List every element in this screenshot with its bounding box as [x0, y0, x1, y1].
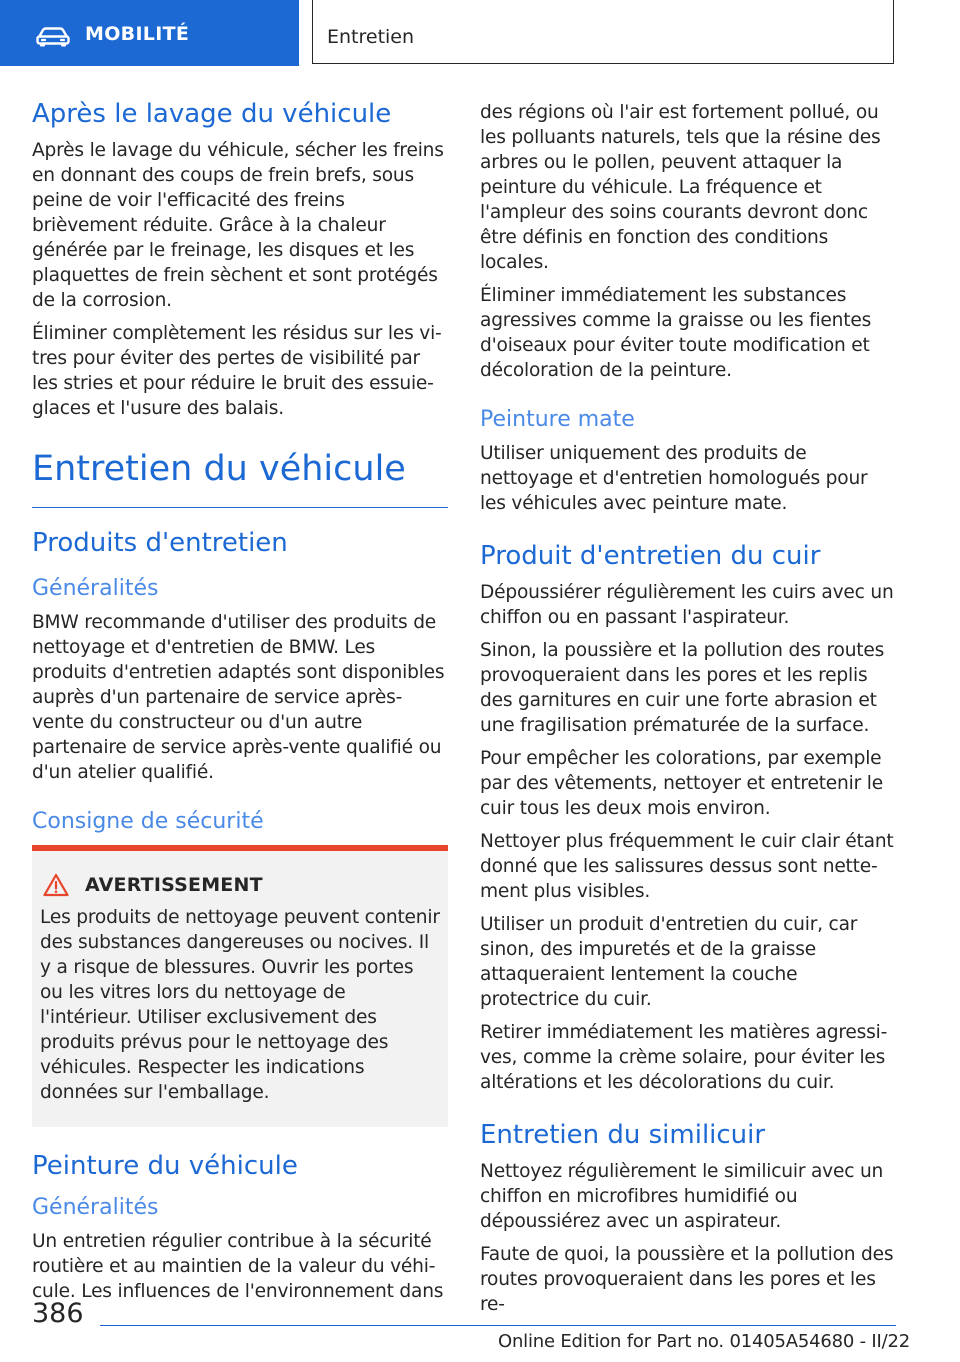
section-tab-label: MOBILITÉ — [85, 23, 190, 45]
paragraph: des régions où l'air est fortement pollué, ou les polluants naturels, tels que la résine des arbres ou le pollen, peuvent attaquer la peinture du véhicule. La fréquence et l'ampleur des soins courants devront donc être définis en fonction des conditions locales. — [480, 102, 881, 273]
heading-entretien-vehicule: Entretien du véhicule — [32, 449, 406, 489]
chapter-tab-label: Entretien — [327, 26, 415, 48]
paragraph: Nettoyez régulièrement le similicuir avec un chiffon en microfibres humidifié ou dépoussiérez avec un aspirateur. — [480, 1161, 884, 1232]
footer-divider — [100, 1325, 896, 1326]
paragraph: Nettoyer plus fréquemment le cuir clair étant donné que les salissures dessus sont nettement plus visibles. — [480, 831, 894, 902]
warning-triangle-icon — [43, 873, 69, 897]
car-icon — [36, 27, 70, 47]
page-number: 386 — [32, 1298, 84, 1329]
heading-entretien-cuir: Produit d'entretien du cuir — [480, 541, 821, 571]
heading-entretien-similicuir: Entretien du similicuir — [480, 1120, 766, 1150]
page-header — [0, 0, 960, 66]
heading-generalites: Généralités — [32, 1195, 159, 1220]
paragraph: Pour empêcher les colorations, par exemple par des vêtements, nettoyer et entretenir le cuir tous les deux mois environ. — [480, 748, 883, 819]
heading-peinture-vehicule: Peinture du véhicule — [32, 1151, 298, 1181]
warning-text: Les produits de nettoyage peuvent contenir des substances dangereuses ou nocives. Il y a risque de blessures. Ouvrir les portes ou les vitres lors du nettoyage de l'intérieur. Utiliser exclusivement des produits prévus pour le nettoyage des véhicules. Respecter les indications données sur l'emballage. — [40, 907, 440, 1103]
paragraph: Éliminer immédiatement les substances agressives comme la graisse ou les fientes d'oiseaux pour éviter toute modification et décoloration de la peinture. — [480, 285, 872, 381]
heading-apres-lavage: Après le lavage du véhicule — [32, 99, 392, 129]
warning-box — [32, 845, 448, 1127]
left-column — [32, 96, 448, 1312]
paragraph: Dépoussiérer régulièrement les cuirs avec un chiffon ou en passant l'aspirateur. — [480, 582, 894, 628]
heading-divider — [32, 507, 448, 508]
warning-title: AVERTISSEMENT — [85, 874, 263, 896]
heading-generalites: Généralités — [32, 576, 159, 601]
paragraph: Après le lavage du véhicule, sécher les freins en donnant des coups de frein brefs, sous peine de voir l'efficacité des freins brièvement réduite. Grâce à la chaleur générée par le freinage, les disques et les plaquettes de frein sèchent et sont protégés de la corrosion. — [32, 140, 444, 311]
heading-peinture-mate: Peinture mate — [480, 407, 635, 432]
paragraph: Sinon, la poussière et la pollution des routes provoqueraient dans les pores et les replis des garnitures en cuir une forte abrasion et une fragilisation prématurée de la surface. — [480, 640, 885, 736]
paragraph: Utiliser un produit d'entretien du cuir, car sinon, des impuretés et de la graisse attaqueraient lentement la couche protectrice du cuir. — [480, 914, 858, 1010]
paragraph: BMW recommande d'utiliser des produits de nettoyage et d'entretien de BMW. Les produits d'entretien adaptés sont disponibles auprès d'un partenaire de service après-vente du constructeur ou d'un autre partenaire de service après-vente qualifié ou d'un atelier qualifié. — [32, 612, 445, 783]
paragraph: Éliminer complètement les résidus sur les vitres pour éviter des pertes de visibilité par les stries et pour réduire le bruit des essuie-glaces et l'usure des balais. — [32, 323, 442, 419]
paragraph: Faute de quoi, la poussière et la pollution des routes provoqueraient dans les pores et les re- — [480, 1244, 894, 1315]
heading-consigne-securite: Consigne de sécurité — [32, 809, 264, 834]
paragraph: Retirer immédiatement les matières agressives, comme la crème solaire, pour éviter les altérations et les décolorations du cuir. — [480, 1022, 888, 1093]
edition-label: Online Edition for Part no. 01405A54680 - II/22 — [498, 1331, 911, 1352]
paragraph: Un entretien régulier contribue à la sécurité routière et au maintien de la valeur du véhicule. Les influences de l'environnement dans — [32, 1231, 444, 1302]
right-column — [480, 96, 896, 1325]
chapter-tab-entretien[interactable] — [312, 0, 894, 64]
paragraph: Utiliser uniquement des produits de nettoyage et d'entretien homologués pour les véhicules avec peinture mate. — [480, 443, 868, 514]
heading-produits-entretien: Produits d'entretien — [32, 528, 288, 558]
section-tab-mobilite[interactable] — [0, 0, 299, 66]
